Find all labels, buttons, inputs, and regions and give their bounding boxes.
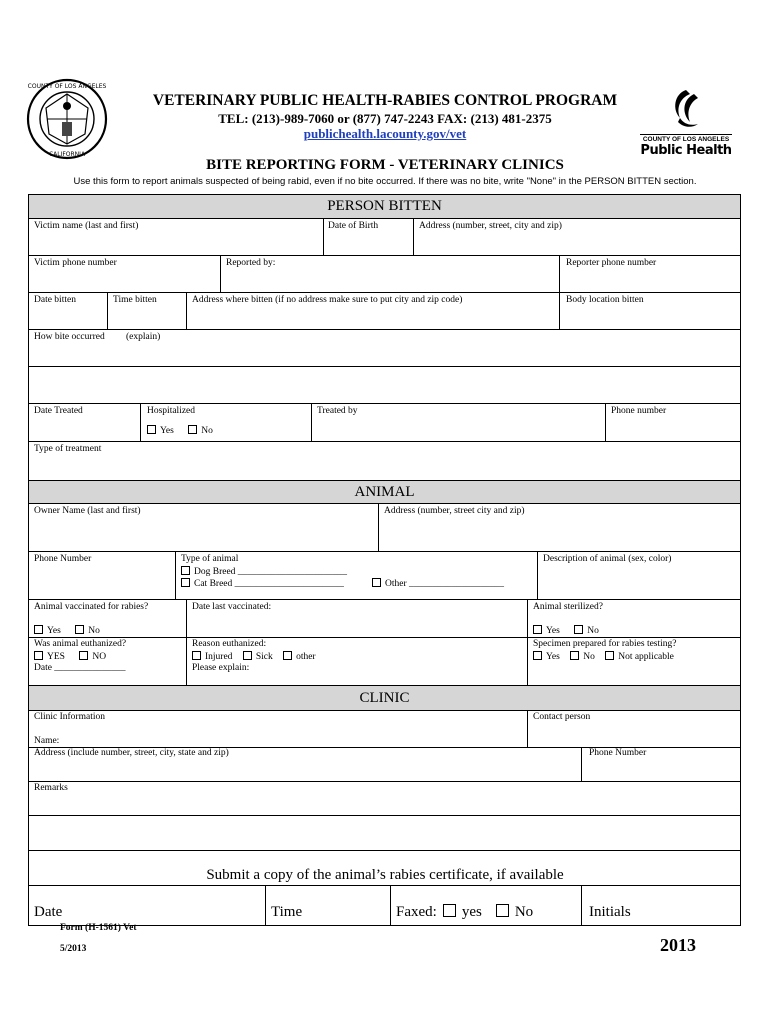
euthanized-yes-checkbox[interactable] [34,651,43,660]
other-animal-option [372,578,504,589]
explain-label: (explain) [126,332,161,342]
specimen-yes-checkbox[interactable] [533,651,542,660]
date-bitten-label: Date bitten [34,295,76,305]
clinic-information-label: Clinic Information [34,712,105,722]
logo-county-text: COUNTY OF LOS ANGELES [640,134,732,143]
form-instructions: Use this form to report animals suspected of being rabid, even if no bite occurred. If there was no bite, write "None" in the PERSON BITTEN section. [73,176,697,187]
no-label: No [587,626,599,636]
program-title: VETERINARY PUBLIC HEALTH-RABIES CONTROL PROGRAM [152,92,618,109]
vaccinated-yes-checkbox[interactable] [34,625,43,634]
initials-label: Initials [589,904,631,920]
injured-checkbox[interactable] [192,651,201,660]
victim-phone-label: Victim phone number [34,258,117,268]
please-explain-label: Please explain: [192,663,250,673]
euthanized-label: Was animal euthanized? [34,639,127,649]
clinic-name-label: Name: [34,736,60,746]
other-reason-checkbox[interactable] [283,651,292,660]
no-label: No [88,626,100,636]
dog-checkbox[interactable] [181,566,190,575]
euthanized-no-checkbox[interactable] [79,651,88,660]
euthanized-options [34,651,106,662]
cat-option [181,578,344,589]
victim-address-label: Address (number, street, city and zip) [419,221,562,231]
specimen-no-checkbox[interactable] [570,651,579,660]
logo-public-health-text: Public Health [640,143,732,158]
sterilized-yes-checkbox[interactable] [533,625,542,634]
owner-address-label: Address (number, street city and zip) [384,506,525,516]
sterilized-no-checkbox[interactable] [574,625,583,634]
body-location-label: Body location bitten [566,295,644,305]
treated-by-label: Treated by [317,406,358,416]
dob-label: Date of Birth [328,221,379,231]
no-label: NO [92,652,107,662]
remarks-label: Remarks [34,783,68,793]
yes-label: Yes [546,626,560,636]
sick-label: Sick [255,652,273,662]
victim-name-label: Victim name (last and first) [34,221,139,231]
other-reason-label: other [296,652,316,662]
faxed-yes-checkbox[interactable] [443,904,456,917]
not-applicable-label: Not applicable [618,652,674,662]
public-health-logo [640,88,732,162]
sign-date-label: Date [34,904,63,920]
form-title: BITE REPORTING FORM - VETERINARY CLINICS [206,157,564,173]
sick-checkbox[interactable] [243,651,252,660]
no-label: No [583,652,595,662]
injured-label: Injured [205,652,233,662]
form-id: Form (H-1561) Vet [60,923,137,933]
euthanized-date-label: Date _______________ [34,663,126,673]
type-of-animal-label: Type of animal [181,554,239,564]
how-bite-occurred-label: How bite occurred [34,332,105,342]
treatment-phone-label: Phone number [611,406,667,416]
yes-label: Yes [546,652,560,662]
sign-time-label: Time [271,904,303,920]
vaccinated-options [34,625,100,636]
form-year: 2013 [660,935,696,955]
sterilized-options [533,625,599,636]
time-bitten-label: Time bitten [113,295,157,305]
svg-text:CALIFORNIA: CALIFORNIA [48,151,86,158]
reason-euthanized-label: Reason euthanized: [192,639,267,649]
yes-label: YES [47,652,65,662]
faxed-no-label: No [514,904,534,920]
animal-description-label: Description of animal (sex, color) [543,554,672,564]
reason-options [192,651,316,662]
type-of-treatment-label: Type of treatment [34,444,102,454]
program-url-link[interactable]: publichealth.lacounty.gov/vet [303,126,467,141]
faxed-options [396,904,533,921]
section-person-bitten: PERSON BITTEN [29,195,740,218]
hospitalized-options [147,425,213,436]
yes-label: Yes [47,626,61,636]
owner-phone-label: Phone Number [34,554,92,564]
section-animal: ANIMAL [29,481,740,503]
clinic-address-label: Address (include number, street, city, state and zip) [34,748,229,758]
hospitalized-yes-checkbox[interactable] [147,425,156,434]
hospitalized-label: Hospitalized [147,406,196,416]
hospitalized-no-checkbox[interactable] [188,425,197,434]
svg-text:COUNTY OF LOS ANGELES: COUNTY OF LOS ANGELES [27,83,107,90]
faxed-label: Faxed: [396,904,437,920]
vaccinated-no-checkbox[interactable] [75,625,84,634]
specimen-na-checkbox[interactable] [605,651,614,660]
faxed-yes-label: yes [461,904,482,920]
yes-label: Yes [160,426,174,436]
where-bitten-label: Address where bitten (if no address make sure to put city and zip code) [192,295,463,305]
dog-breed-label: Dog Breed _______________________ [194,567,348,577]
form-revision: 5/2013 [60,944,87,954]
cat-breed-label: Cat Breed _______________________ [194,579,344,589]
date-last-vaccinated-label: Date last vaccinated: [192,602,272,612]
other-animal-checkbox[interactable] [372,578,381,587]
owner-name-label: Owner Name (last and first) [34,506,141,516]
specimen-label: Specimen prepared for rabies testing? [533,639,677,649]
specimen-options [533,651,674,662]
public-health-mark-icon [668,88,702,130]
section-clinic: CLINIC [29,686,740,710]
submit-certificate-note: Submit a copy of the animal’s rabies certificate, if available [206,867,564,883]
no-label: No [201,426,213,436]
vaccinated-label: Animal vaccinated for rabies? [34,602,149,612]
cat-checkbox[interactable] [181,578,190,587]
contact-phone-line: TEL: (213)-989-7060 or (877) 747-2243 FAX: (213) 481-2375 [218,111,552,126]
clinic-phone-label: Phone Number [589,748,647,758]
reported-by-label: Reported by: [226,258,276,268]
reporter-phone-label: Reporter phone number [566,258,657,268]
other-animal-label: Other ____________________ [385,579,505,589]
dog-option [181,566,347,577]
date-treated-label: Date Treated [34,406,83,416]
contact-person-label: Contact person [533,712,591,722]
faxed-no-checkbox[interactable] [496,904,509,917]
sterilized-label: Animal sterilized? [533,602,603,612]
